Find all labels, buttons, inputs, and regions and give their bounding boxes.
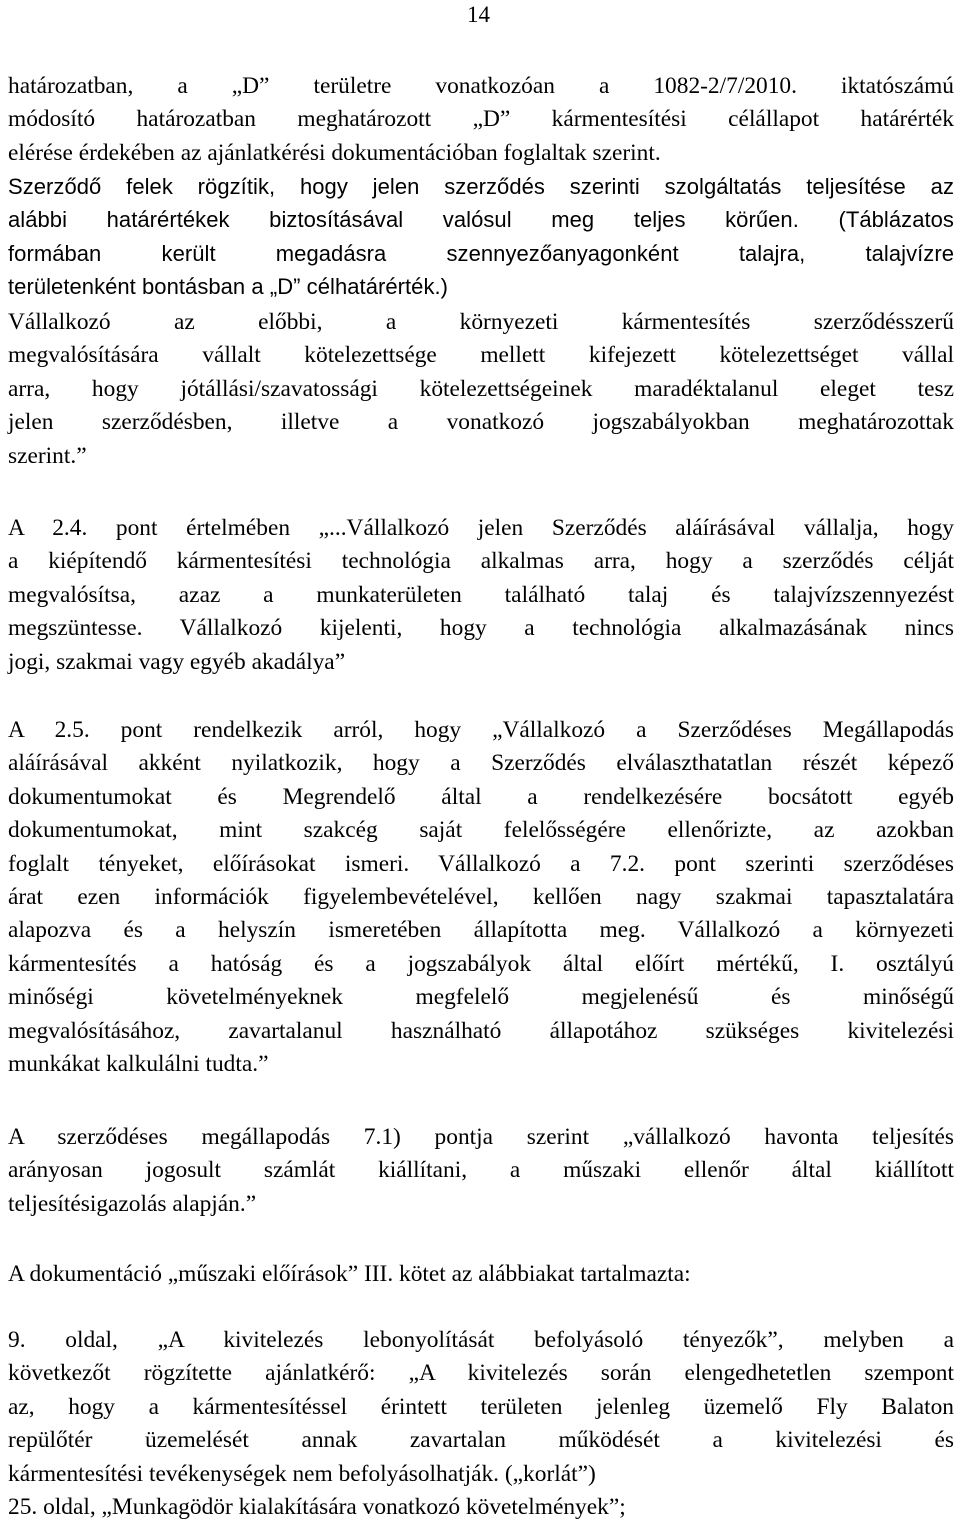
text-line: dokumentumokat, mint szakcég saját felelősségére ellenőrizte, az azokban	[8, 817, 954, 844]
text-line: következőt rögzítette ajánlatkérő: „A kivitelezés során elengedhetetlen szempont	[8, 1360, 954, 1387]
text-line: az, hogy a kármentesítéssel érintett területen jelenleg üzemelő Fly Balaton	[8, 1393, 954, 1420]
text-line: 9. oldal, „A kivitelezés lebonyolítását befolyásoló tényezők”, melyben a	[8, 1327, 954, 1353]
paragraph-point-2-4	[8, 512, 954, 679]
text-line: elérése érdekében az ajánlatkérési dokumentációban foglaltak szerint.	[8, 139, 661, 166]
paragraph-limit-values	[8, 170, 954, 304]
text-line: munkákat kalkulálni tudta.”	[8, 1050, 269, 1077]
text-line: a kiépítendő kármentesítési technológia alkalmas arra, hogy a szerződés célját	[8, 548, 954, 575]
text-line: A 2.5. pont rendelkezik arról, hogy „Vállalkozó a Szerződéses Megállapodás	[8, 717, 954, 743]
text-line: kármentesítés a hatóság és a jogszabályok által előírt mértékű, I. osztályú	[8, 950, 954, 977]
text-line: megszüntesse. Vállalkozó kijelenti, hogy a technológia alkalmazásának nincs	[8, 615, 954, 642]
page-number: 14	[467, 2, 490, 27]
text-line: arra, hogy jótállási/szavatossági kötelezettségeinek maradéktalanul eleget tesz	[8, 375, 954, 402]
text-line: jogi, szakmai vagy egyéb akadálya”	[8, 648, 346, 675]
text-line: 25. oldal, „Munkagödör kialakítására vonatkozó követelmények”;	[8, 1493, 626, 1520]
paragraph-point-7-1	[8, 1121, 954, 1221]
text-line: teljesítésigazolás alapján.”	[8, 1190, 257, 1217]
text-line: repülőtér üzemelését annak zavartalan működését a kivitelezési és	[8, 1427, 954, 1454]
text-line: arányosan jogosult számlát kiállítani, a műszaki ellenőr által kiállított	[8, 1157, 954, 1184]
text-line: szerint.”	[8, 442, 87, 469]
text-line: határozatban, a „D” területre vonatkozóan a 1082-2/7/2010. iktatószámú	[8, 73, 954, 99]
text-line: aláírásával akként nyilatkozik, hogy a Szerződés elválaszthatatlan részét képező	[8, 750, 954, 777]
paragraph-documentation-intro	[8, 1258, 954, 1291]
text-line: alapozva és a helyszín ismeretében állapította meg. Vállalkozó a környezeti	[8, 917, 954, 944]
text-line: árat ezen információk figyelembevételével, kellően nagy szakmai tapasztalatára	[8, 883, 954, 910]
text-line: módosító határozatban meghatározott „D” kármentesítési célállapot határérték	[8, 106, 954, 133]
text-line: A dokumentáció „műszaki előírások” III. kötet az alábbiakat tartalmazta:	[8, 1261, 691, 1287]
text-line: alábbi határértékek biztosításával valósul meg teljes körűen. (Táblázatos	[8, 207, 954, 233]
text-line: A 2.4. pont értelmében „...Vállalkozó jelen Szerződés aláírásával vállalja, hogy	[8, 515, 954, 541]
text-line: kármentesítési tevékenységek nem befolyásolhatják. („korlát”)	[8, 1460, 596, 1487]
text-line: területenként bontásban a „D” célhatárérték.)	[8, 274, 449, 300]
paragraph-point-2-5	[8, 714, 954, 1081]
text-line: jelen szerződésben, illetve a vonatkozó jogszabályokban meghatározottak	[8, 409, 954, 436]
text-line: megvalósítására vállalt kötelezettsége mellett kifejezett kötelezettséget vállal	[8, 342, 954, 369]
text-line: megvalósításához, zavartalanul használható állapotához szükséges kivitelezési	[8, 1017, 954, 1044]
paragraph-decision-reference	[8, 70, 954, 170]
text-line: dokumentumokat és Megrendelő által a rendelkezésére bocsátott egyéb	[8, 783, 954, 810]
paragraph-contractor-obligations	[8, 306, 954, 473]
text-line: foglalt tényeket, előírásokat ismeri. Vállalkozó a 7.2. pont szerinti szerződéses	[8, 850, 954, 877]
text-line: Szerződő felek rögzítik, hogy jelen szerződés szerinti szolgáltatás teljesítése az	[8, 174, 954, 199]
text-line: Vállalkozó az előbbi, a környezeti kármentesítés szerződésszerű	[8, 309, 954, 335]
paragraph-page-references	[8, 1324, 954, 1521]
text-line: formában került megadásra szennyezőanyagonként talajra, talajvízre	[8, 240, 954, 266]
text-line: megvalósítsa, azaz a munkaterületen található talaj és talajvízszennyezést	[8, 581, 954, 608]
text-line: minőségi követelményeknek megfelelő megjelenésű és minőségű	[8, 984, 954, 1011]
text-line: A szerződéses megállapodás 7.1) pontja szerint „vállalkozó havonta teljesítés	[8, 1124, 954, 1150]
